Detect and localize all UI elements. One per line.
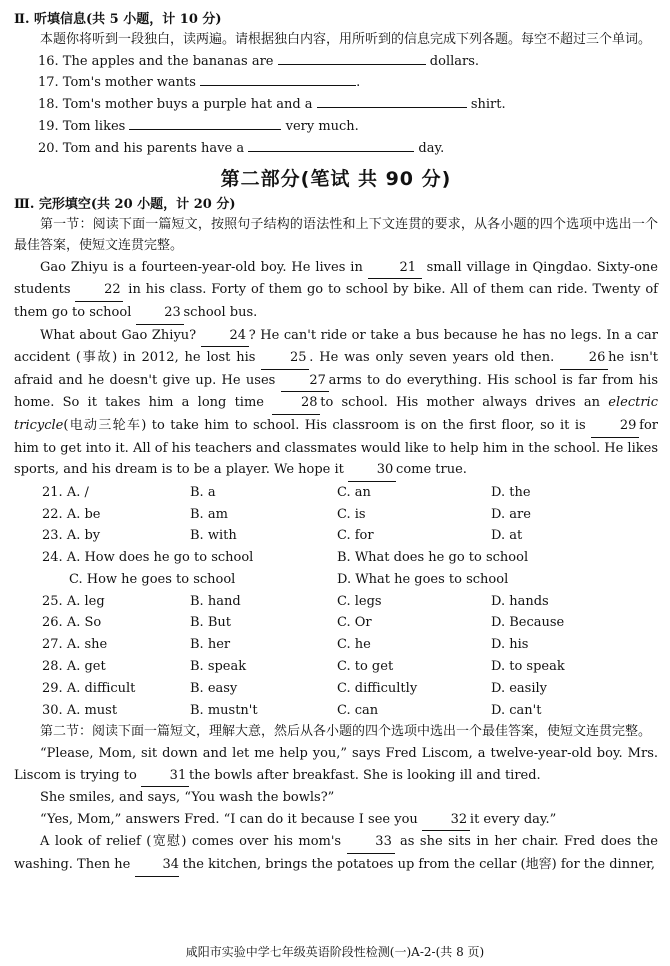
cloze-blank-26[interactable]: 26 — [560, 347, 608, 370]
cloze-blank-29[interactable]: 29 — [591, 415, 639, 438]
answer-blank[interactable] — [317, 94, 467, 108]
cloze-blank-23[interactable]: 23 — [136, 302, 184, 325]
listening-item: 16. The apples and the bananas are dollars. — [14, 51, 658, 73]
cloze-paragraph-6: A look of relief (宽慰) comes over his mom's 33 as she sits in her chair. Fred does the washing. Then he 34 the kitchen, brings the potatoes up from the cellar (地窖) for the dinner, — [14, 831, 658, 876]
listening-item: 18. Tom's mother buys a purple hat and a shirt. — [14, 94, 658, 116]
answer-blank[interactable] — [200, 72, 356, 86]
option-row-30: 30. A. must B. mustn't C. can D. can't — [42, 702, 542, 718]
cloze-options — [14, 482, 658, 722]
answer-blank[interactable] — [248, 138, 414, 152]
cloze-blank-25[interactable]: 25 — [261, 347, 309, 370]
listening-item: 19. Tom likes very much. — [14, 116, 658, 138]
section-2-title: Ⅱ. 听填信息(共 5 小题，计 10 分) — [14, 12, 222, 27]
cloze-blank-32[interactable]: 32 — [422, 809, 470, 832]
option-row-24b: C. How he goes to school D. What he goes to school — [69, 571, 509, 587]
answer-blank[interactable] — [129, 116, 281, 130]
part-2-heading: 第二部分(笔试 共 90 分) — [220, 167, 452, 190]
option-row-22: 22. A. be B. am C. is D. are — [42, 506, 531, 522]
section-3-title: Ⅲ. 完形填空(共 20 小题，计 20 分) — [14, 196, 236, 212]
listening-item: 20. Tom and his parents have a day. — [14, 138, 658, 160]
option-row-23: 23. A. by B. with C. for D. at — [42, 528, 523, 544]
cloze-blank-22[interactable]: 22 — [75, 279, 123, 302]
cloze-blank-31[interactable]: 31 — [141, 765, 189, 788]
cloze-paragraph-1: Gao Zhiyu is a fourteen-year-old boy. He lives in 21 small village in Qingdao. Sixty-one students 22 in his class. Forty of them go to school by bike. All of them can ride. Twenty of them go to school 23 school bus. — [14, 257, 658, 325]
option-row-28: 28. A. get B. speak C. to get D. to speak — [42, 659, 565, 675]
cloze-paragraph-5: “Yes, Mom,” answers Fred. “I can do it because I see you 32 it every day.” — [14, 809, 658, 832]
cloze-paragraph-2: What about Gao Zhiyu? 24 ? He can't ride or take a bus because he has no legs. In a car accident (事故) in 2012, he lost his 25 . He was only seven years old then. 26 he isn't afraid and he doesn't give up. He uses 27 arms to do everything. His school is far from his home. So it takes him a long time 28 to school. His mother always drives an electric tricycle(电动三轮车) to take him to school. His classroom is on the first floor, so it is 29 for him to get into it. All of his teachers and classmates would like to help him in the school. He likes sports, and his dream is to be a player. We hope it 30 come true. — [14, 325, 658, 482]
cloze-blank-28[interactable]: 28 — [272, 392, 320, 415]
cloze-blank-30[interactable]: 30 — [348, 459, 396, 482]
option-row-21: 21. A. / B. a C. an D. the — [42, 484, 531, 500]
option-row-27: 27. A. she B. her C. he D. his — [42, 637, 529, 653]
listening-item: 17. Tom's mother wants . — [14, 72, 658, 94]
listening-items — [14, 51, 658, 160]
cloze-blank-34[interactable]: 34 — [135, 854, 179, 877]
cloze-blank-27[interactable]: 27 — [281, 370, 329, 393]
part-2-instruction: 第二节：阅读下面一篇短文，理解大意，然后从各小题的四个选项中选出一个最佳答案，使短文连贯完整。 — [40, 724, 652, 740]
section-2-instruction: 本题你将听到一段独白，读两遍。请根据独白内容，用所听到的信息完成下列各题。每空不超过三个单词。 — [40, 32, 652, 47]
cloze-blank-24[interactable]: 24 — [201, 325, 249, 348]
answer-blank[interactable] — [278, 51, 426, 65]
cloze-paragraph-4: She smiles, and says, “You wash the bowls?” — [40, 790, 335, 806]
option-row-24: 24. A. How does he go to school B. What does he go to school — [42, 550, 529, 566]
option-row-29: 29. A. difficult B. easy C. difficultly D. easily — [42, 680, 547, 696]
cloze-paragraph-3: “Please, Mom, sit down and let me help you,” says Fred Liscom, a twelve-year-old boy. Mrs. Liscom is trying to 31 the bowls after breakfast. She is looking ill and tired. — [14, 743, 658, 787]
option-row-25: 25. A. leg B. hand C. legs D. hands — [42, 593, 549, 609]
part-1-instruction: 第一节：阅读下面一篇短文，按照句子结构的语法性和上下文连贯的要求，从各小题的四个选项中选出一个最佳答案，使短文连贯完整。 — [14, 216, 658, 254]
cloze-blank-21[interactable]: 21 — [368, 257, 422, 280]
cloze-blank-33[interactable]: 33 — [347, 831, 395, 854]
page-footer: 咸阳市实验中学七年级英语阶段性检测(一)A-2-(共 8 页) — [185, 945, 485, 959]
option-row-26: 26. A. So B. But C. Or D. Because — [42, 615, 565, 631]
